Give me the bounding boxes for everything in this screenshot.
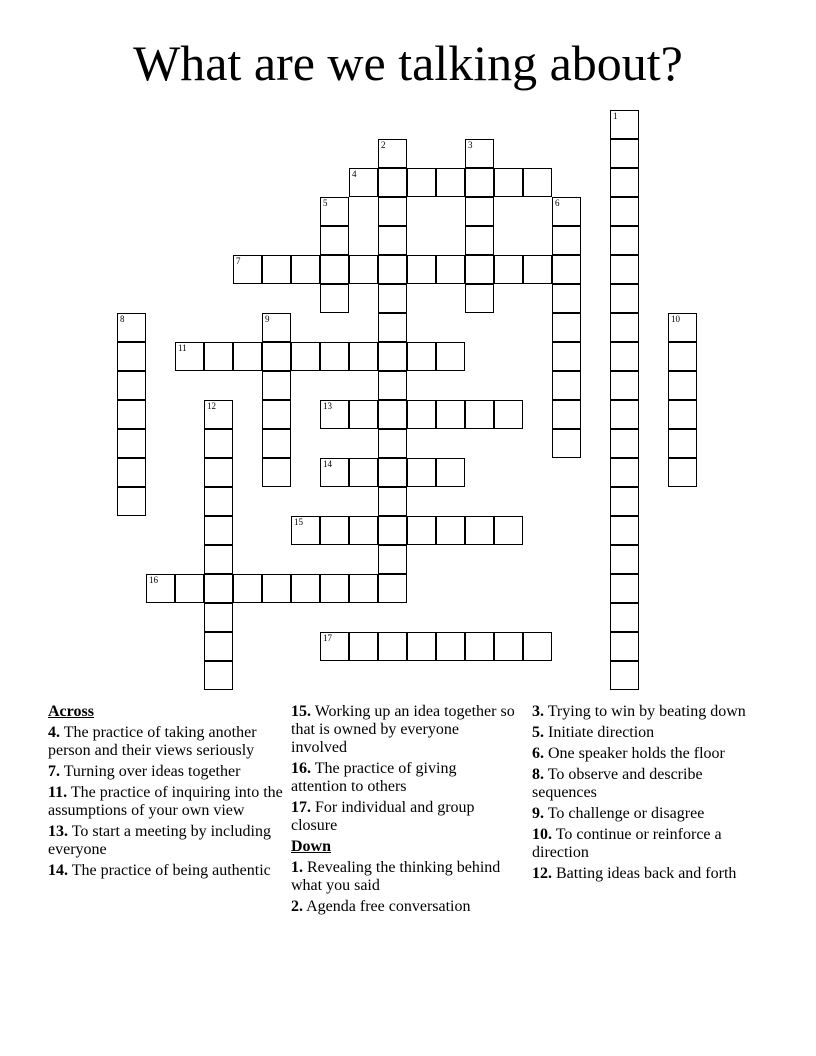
grid-cell[interactable] xyxy=(291,342,320,371)
cell-number: 12 xyxy=(207,401,216,411)
grid-cell[interactable] xyxy=(610,574,639,603)
grid-cell[interactable] xyxy=(204,429,233,458)
grid-cell[interactable] xyxy=(610,197,639,226)
grid-cell[interactable] xyxy=(494,255,523,284)
grid-cell[interactable] xyxy=(407,632,436,661)
grid-cell[interactable] xyxy=(610,110,639,139)
cell-number: 13 xyxy=(323,401,332,411)
grid-cell[interactable] xyxy=(494,632,523,661)
grid-cell[interactable] xyxy=(378,168,407,197)
grid-cell[interactable] xyxy=(552,429,581,458)
clue-number: 16. xyxy=(291,760,311,777)
grid-cell[interactable] xyxy=(320,458,349,487)
grid-cell[interactable] xyxy=(204,516,233,545)
grid-cell[interactable] xyxy=(378,371,407,400)
clue-across-15 xyxy=(291,703,516,757)
clue-text: Revealing the thinking behind what you said xyxy=(291,859,501,894)
clue-text: Batting ideas back and forth xyxy=(556,865,737,882)
grid-cell[interactable] xyxy=(349,342,378,371)
cell-number: 6 xyxy=(555,198,560,208)
cell-number: 14 xyxy=(323,459,332,469)
grid-cell[interactable] xyxy=(204,632,233,661)
grid-cell[interactable] xyxy=(523,168,552,197)
grid-cell[interactable] xyxy=(204,487,233,516)
grid-cell[interactable] xyxy=(117,400,146,429)
grid-cell[interactable] xyxy=(378,516,407,545)
grid-cell[interactable] xyxy=(233,342,262,371)
grid-cell[interactable] xyxy=(320,400,349,429)
grid-cell[interactable] xyxy=(117,429,146,458)
clue-text: Agenda free conversation xyxy=(306,898,471,915)
grid-cell[interactable] xyxy=(262,429,291,458)
grid-cell[interactable] xyxy=(233,255,262,284)
cell-number: 17 xyxy=(323,633,332,643)
clue-text: To continue or reinforce a direction xyxy=(532,826,722,861)
grid-cell[interactable] xyxy=(378,139,407,168)
grid-cell[interactable] xyxy=(494,168,523,197)
clue-across-7 xyxy=(48,763,288,781)
grid-cell[interactable] xyxy=(407,458,436,487)
grid-cell[interactable] xyxy=(407,342,436,371)
down-heading: Down xyxy=(291,838,332,855)
clue-across-13 xyxy=(48,823,288,859)
clue-text: Initiate direction xyxy=(548,724,655,741)
grid-cell[interactable] xyxy=(378,400,407,429)
cell-number: 7 xyxy=(236,256,241,266)
grid-cell[interactable] xyxy=(610,168,639,197)
grid-cell[interactable] xyxy=(523,255,552,284)
grid-cell[interactable] xyxy=(552,197,581,226)
grid-cell[interactable] xyxy=(610,603,639,632)
cell-number: 16 xyxy=(149,575,158,585)
grid-cell[interactable] xyxy=(320,197,349,226)
clue-number: 2. xyxy=(291,898,303,915)
grid-cell[interactable] xyxy=(262,371,291,400)
clue-number: 12. xyxy=(532,865,552,882)
clue-number: 9. xyxy=(532,805,544,822)
grid-cell[interactable] xyxy=(436,632,465,661)
cell-number: 1 xyxy=(613,111,618,121)
clue-text: Turning over ideas together xyxy=(63,763,241,780)
grid-cell[interactable] xyxy=(175,342,204,371)
clue-down-1 xyxy=(291,859,516,895)
clue-number: 6. xyxy=(532,745,544,762)
grid-cell[interactable] xyxy=(552,255,581,284)
grid-cell[interactable] xyxy=(436,458,465,487)
grid-cell[interactable] xyxy=(146,574,175,603)
grid-cell[interactable] xyxy=(291,255,320,284)
grid-cell[interactable] xyxy=(610,400,639,429)
page-title: What are we talking about? xyxy=(133,35,683,91)
grid-cell[interactable] xyxy=(523,632,552,661)
grid-cell[interactable] xyxy=(349,400,378,429)
grid-cell[interactable] xyxy=(668,313,697,342)
grid-cell[interactable] xyxy=(349,458,378,487)
cell-number: 9 xyxy=(265,314,270,324)
clue-across-4 xyxy=(48,724,288,760)
clue-down-12 xyxy=(532,865,762,883)
grid-cell[interactable] xyxy=(407,168,436,197)
clue-across-14 xyxy=(48,862,288,880)
clue-number: 10. xyxy=(532,826,552,843)
clue-text: One speaker holds the floor xyxy=(548,745,725,762)
grid-cell[interactable] xyxy=(465,255,494,284)
clue-down-9 xyxy=(532,805,762,823)
grid-cell[interactable] xyxy=(494,400,523,429)
grid-cell[interactable] xyxy=(465,197,494,226)
grid-cell[interactable] xyxy=(610,255,639,284)
cell-number: 10 xyxy=(671,314,680,324)
grid-cell[interactable] xyxy=(552,226,581,255)
grid-cell[interactable] xyxy=(262,255,291,284)
grid-cell[interactable] xyxy=(668,458,697,487)
grid-cell[interactable] xyxy=(436,255,465,284)
grid-cell[interactable] xyxy=(349,168,378,197)
grid-cell[interactable] xyxy=(465,284,494,313)
grid-cell[interactable] xyxy=(465,632,494,661)
clue-across-11 xyxy=(48,784,288,820)
grid-cell[interactable] xyxy=(610,139,639,168)
grid-cell[interactable] xyxy=(465,516,494,545)
grid-cell[interactable] xyxy=(117,458,146,487)
grid-cell[interactable] xyxy=(610,284,639,313)
grid-cell[interactable] xyxy=(378,197,407,226)
clue-text: To start a meeting by including everyone xyxy=(48,823,271,858)
grid-cell[interactable] xyxy=(610,342,639,371)
grid-cell[interactable] xyxy=(552,371,581,400)
clue-down-2 xyxy=(291,898,516,916)
clue-across-17 xyxy=(291,799,516,835)
grid-cell[interactable] xyxy=(465,400,494,429)
clue-text: Trying to win by beating down xyxy=(547,703,746,720)
grid-cell[interactable] xyxy=(204,342,233,371)
clue-down-6 xyxy=(532,745,762,763)
grid-cell[interactable] xyxy=(320,516,349,545)
grid-cell[interactable] xyxy=(436,516,465,545)
grid-cell[interactable] xyxy=(465,168,494,197)
grid-cell[interactable] xyxy=(320,342,349,371)
grid-cell[interactable] xyxy=(378,342,407,371)
clue-down-10 xyxy=(532,826,762,862)
grid-cell[interactable] xyxy=(610,226,639,255)
grid-cell[interactable] xyxy=(117,487,146,516)
grid-cell[interactable] xyxy=(378,632,407,661)
grid-cell[interactable] xyxy=(610,429,639,458)
clue-number: 13. xyxy=(48,823,68,840)
grid-cell[interactable] xyxy=(378,226,407,255)
grid-cell[interactable] xyxy=(117,371,146,400)
grid-cell[interactable] xyxy=(552,342,581,371)
clue-number: 15. xyxy=(291,703,311,720)
grid-cell[interactable] xyxy=(436,168,465,197)
clue-text: The practice of being authentic xyxy=(71,862,271,879)
grid-cell[interactable] xyxy=(349,255,378,284)
clue-down-5 xyxy=(532,724,762,742)
grid-cell[interactable] xyxy=(668,429,697,458)
grid-cell[interactable] xyxy=(204,400,233,429)
grid-cell[interactable] xyxy=(204,545,233,574)
grid-cell[interactable] xyxy=(117,313,146,342)
cell-number: 5 xyxy=(323,198,328,208)
grid-cell[interactable] xyxy=(262,400,291,429)
clue-number: 7. xyxy=(48,763,60,780)
cell-number: 11 xyxy=(178,343,187,353)
grid-cell[interactable] xyxy=(291,516,320,545)
grid-cell[interactable] xyxy=(610,545,639,574)
grid-cell[interactable] xyxy=(465,226,494,255)
grid-cell[interactable] xyxy=(465,139,494,168)
grid-cell[interactable] xyxy=(436,342,465,371)
grid-cell[interactable] xyxy=(320,284,349,313)
grid-cell[interactable] xyxy=(610,313,639,342)
grid-cell[interactable] xyxy=(668,400,697,429)
grid-cell[interactable] xyxy=(378,284,407,313)
grid-cell[interactable] xyxy=(668,342,697,371)
grid-cell[interactable] xyxy=(320,632,349,661)
grid-cell[interactable] xyxy=(668,371,697,400)
clue-text: For individual and group closure xyxy=(291,799,475,834)
grid-cell[interactable] xyxy=(204,661,233,690)
clue-text: To observe and describe sequences xyxy=(532,766,703,801)
grid-cell[interactable] xyxy=(349,632,378,661)
clue-text: The practice of inquiring into the assumptions of your own view xyxy=(48,784,283,819)
grid-cell[interactable] xyxy=(552,313,581,342)
cell-number: 4 xyxy=(352,169,357,179)
clue-number: 14. xyxy=(48,862,68,879)
clue-text: Working up an idea together so that is owned by everyone involved xyxy=(291,703,515,756)
grid-cell[interactable] xyxy=(407,255,436,284)
cell-number: 8 xyxy=(120,314,125,324)
grid-cell[interactable] xyxy=(378,429,407,458)
clue-down-8 xyxy=(532,766,762,802)
grid-cell[interactable] xyxy=(349,516,378,545)
grid-cell[interactable] xyxy=(117,342,146,371)
clue-number: 11. xyxy=(48,784,68,801)
clue-number: 3. xyxy=(532,703,544,720)
grid-cell[interactable] xyxy=(320,226,349,255)
grid-cell[interactable] xyxy=(262,574,291,603)
across-heading: Across xyxy=(48,703,94,720)
grid-cell[interactable] xyxy=(407,516,436,545)
grid-cell[interactable] xyxy=(494,516,523,545)
grid-cell[interactable] xyxy=(204,574,233,603)
grid-cell[interactable] xyxy=(262,342,291,371)
grid-cell[interactable] xyxy=(407,400,436,429)
clue-column-3 xyxy=(532,703,762,886)
clue-number: 8. xyxy=(532,766,544,783)
grid-cell[interactable] xyxy=(262,458,291,487)
grid-cell[interactable] xyxy=(436,400,465,429)
grid-cell[interactable] xyxy=(552,400,581,429)
clue-number: 5. xyxy=(532,724,544,741)
grid-cell[interactable] xyxy=(610,516,639,545)
grid-cell[interactable] xyxy=(378,545,407,574)
clue-text: The practice of taking another person and their views seriously xyxy=(48,724,257,759)
clue-number: 4. xyxy=(48,724,60,741)
clue-across-16 xyxy=(291,760,516,796)
clue-column-2 xyxy=(291,703,516,919)
cell-number: 2 xyxy=(381,140,386,150)
grid-cell[interactable] xyxy=(378,255,407,284)
grid-cell[interactable] xyxy=(233,574,262,603)
grid-cell[interactable] xyxy=(175,574,204,603)
grid-cell[interactable] xyxy=(552,284,581,313)
grid-cell[interactable] xyxy=(262,313,291,342)
grid-cell[interactable] xyxy=(320,255,349,284)
grid-cell[interactable] xyxy=(378,487,407,516)
cell-number: 3 xyxy=(468,140,473,150)
grid-cell[interactable] xyxy=(610,371,639,400)
grid-cell[interactable] xyxy=(204,603,233,632)
clue-text: The practice of giving attention to others xyxy=(291,760,457,795)
grid-cell[interactable] xyxy=(610,632,639,661)
cell-number: 15 xyxy=(294,517,303,527)
grid-cell[interactable] xyxy=(291,574,320,603)
grid-cell[interactable] xyxy=(204,458,233,487)
clue-number: 17. xyxy=(291,799,311,816)
grid-cell[interactable] xyxy=(378,458,407,487)
clue-down-3 xyxy=(532,703,762,721)
grid-cell[interactable] xyxy=(610,458,639,487)
clue-text: To challenge or disagree xyxy=(547,805,705,822)
clue-number: 1. xyxy=(291,859,303,876)
grid-cell[interactable] xyxy=(378,574,407,603)
grid-cell[interactable] xyxy=(610,661,639,690)
clue-column-1 xyxy=(48,703,288,883)
grid-cell[interactable] xyxy=(378,313,407,342)
grid-cell[interactable] xyxy=(349,574,378,603)
grid-cell[interactable] xyxy=(610,487,639,516)
grid-cell[interactable] xyxy=(320,574,349,603)
